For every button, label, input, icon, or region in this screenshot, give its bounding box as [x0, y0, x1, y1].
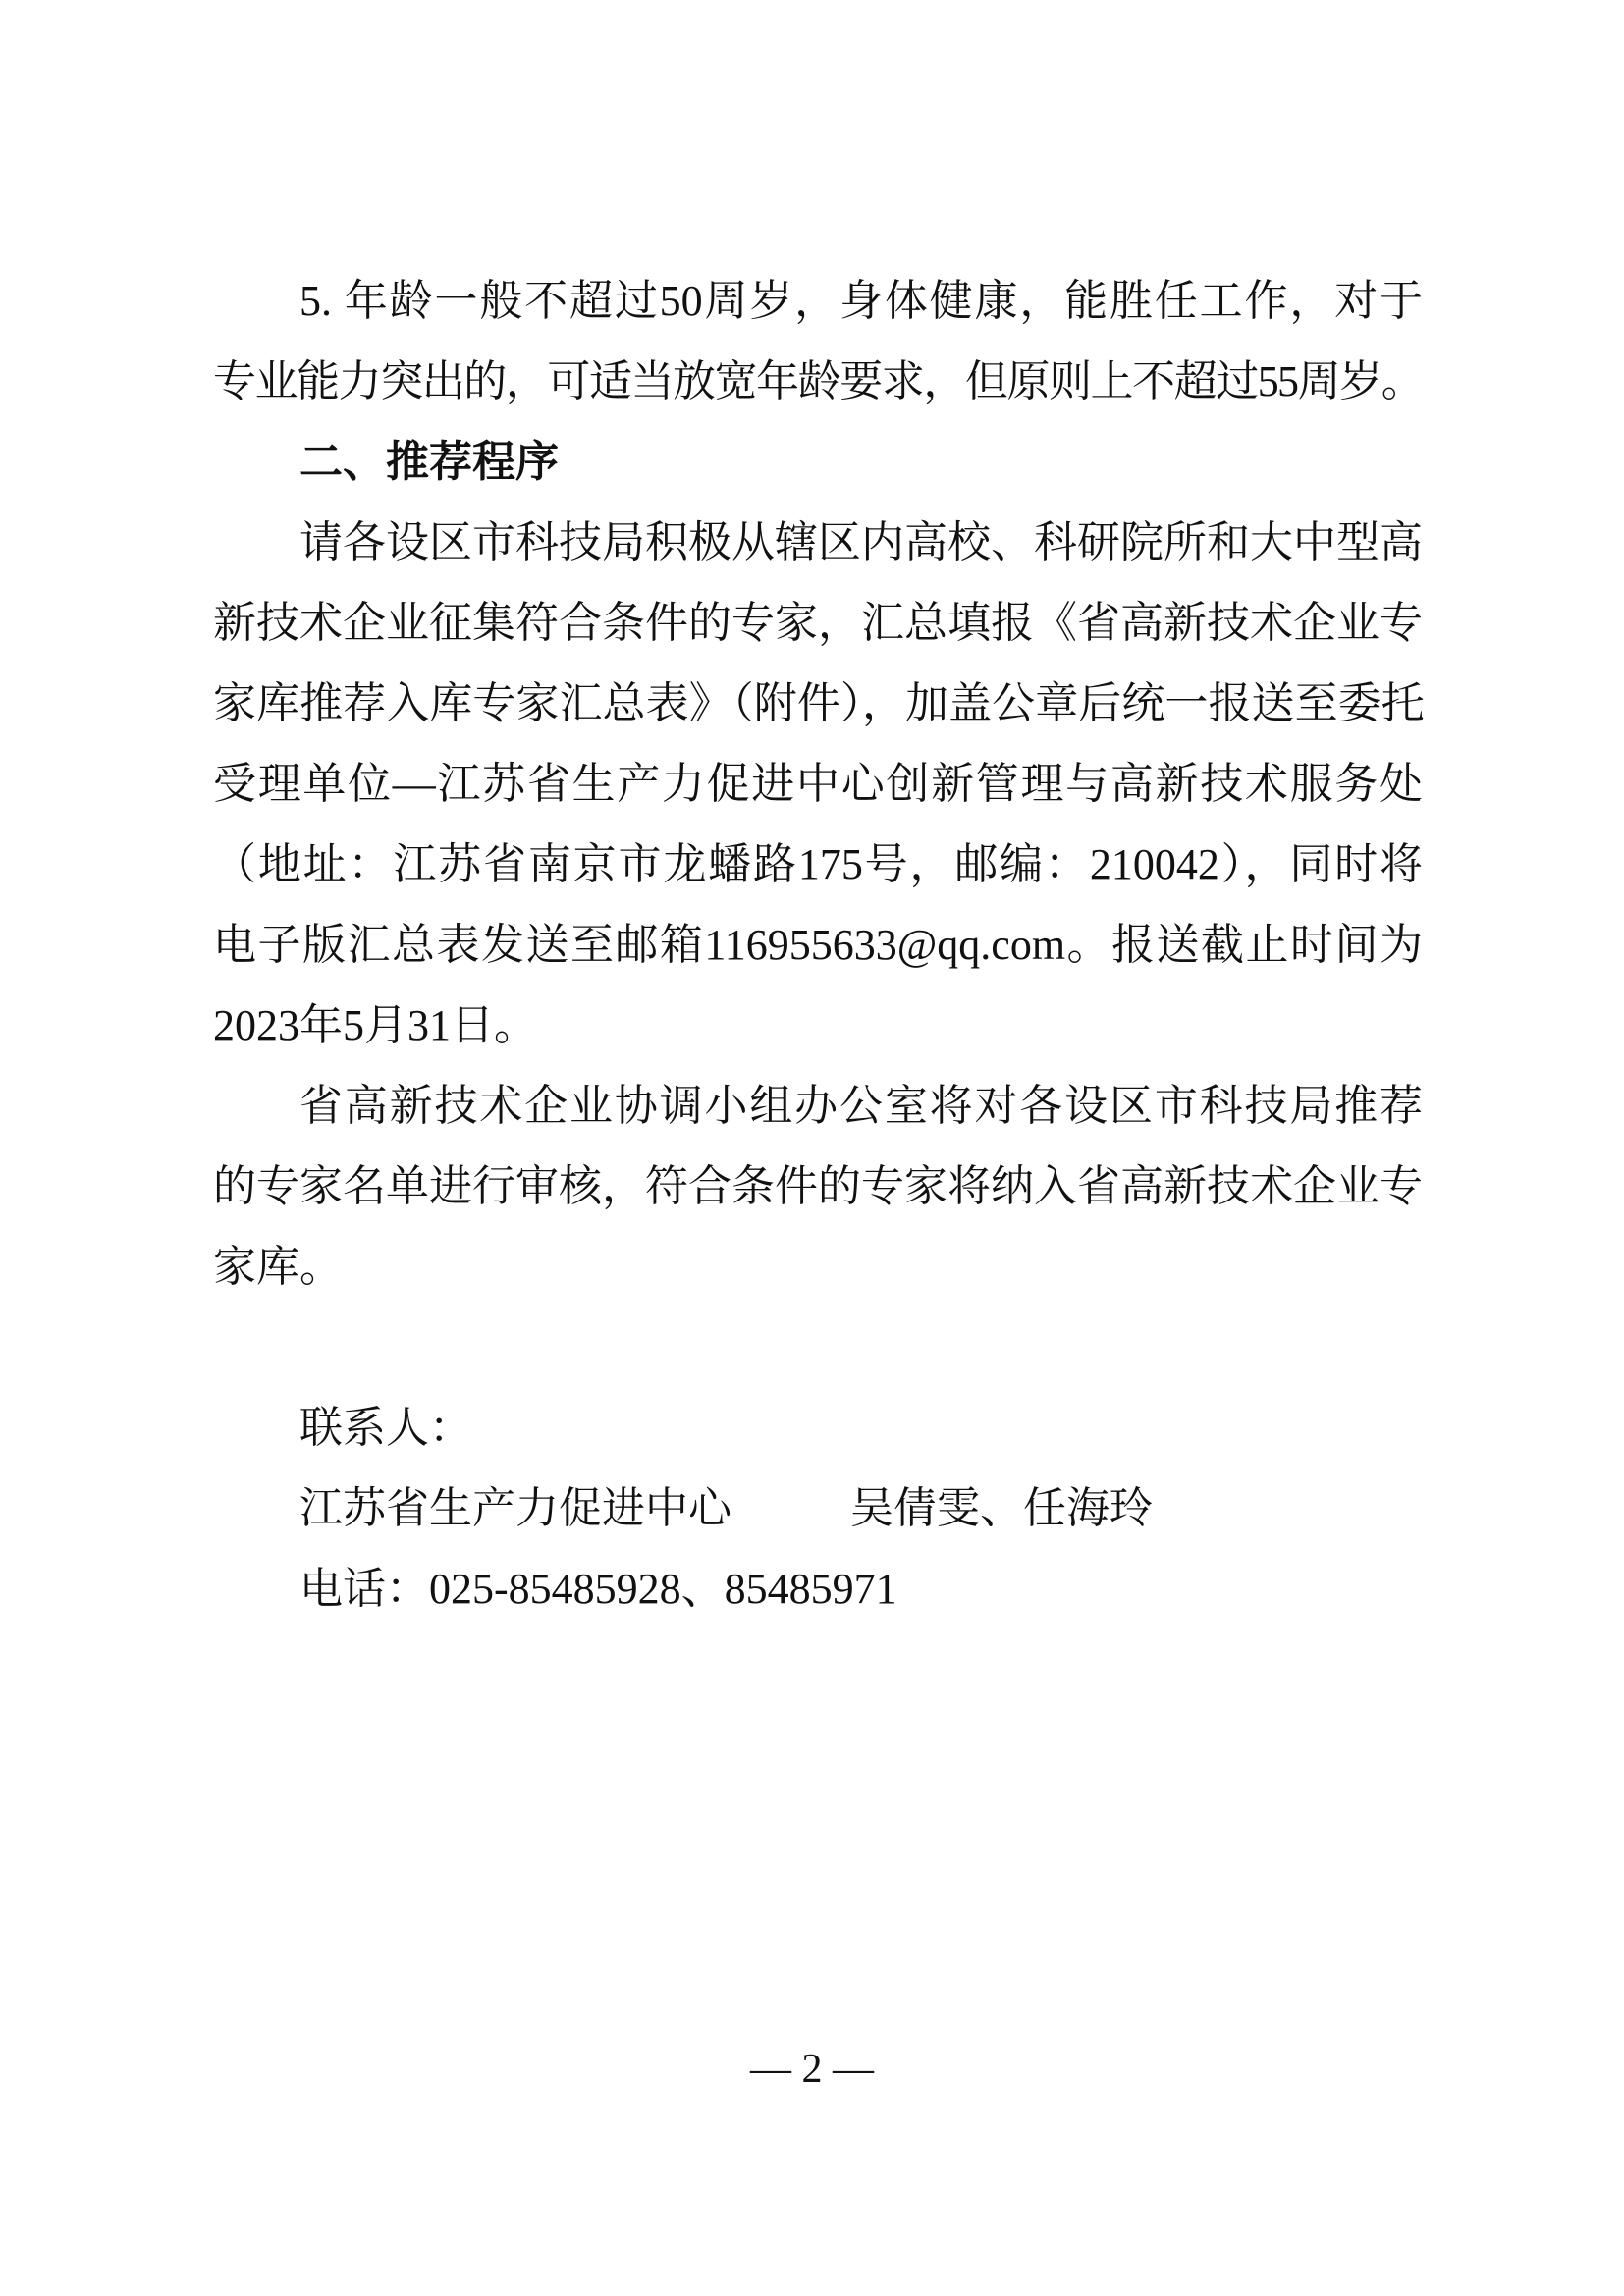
contact-phone: 电话：025-85485928、85485971: [299, 1565, 897, 1613]
item5-line: 专业能力突出的，可适当放宽年龄要求，但原则上不超过55周岁。: [213, 357, 1423, 405]
paragraph-line: 请各设区市科技局积极从辖区内高校、科研院所和大中型高: [299, 518, 1423, 566]
paragraph-line: （地址：江苏省南京市龙蟠路175号，邮编：210042），同时将: [213, 840, 1423, 888]
document-body: [213, 261, 1423, 1629]
page-number: — 2 —: [750, 2047, 874, 2092]
contact-organization: 江苏省生产力促进中心: [299, 1484, 731, 1532]
paragraph-line: 新技术企业征集符合条件的专家，汇总填报《省高新技术企业专: [213, 599, 1423, 647]
paragraph-line: 电子版汇总表发送至邮箱116955633@qq.com。报送截止时间为: [213, 921, 1423, 969]
contact-label: 联系人：: [299, 1404, 472, 1452]
paragraph-line: 2023年5月31日。: [213, 1001, 537, 1049]
paragraph-line: 省高新技术企业协调小组办公室将对各设区市科技局推荐: [299, 1082, 1423, 1130]
section-heading: 二、推荐程序: [299, 437, 559, 487]
contact-names: 吴倩雯、任海玲: [850, 1484, 1153, 1532]
blank-line: [213, 1308, 1423, 1388]
paragraph-line: 家库。: [213, 1243, 343, 1291]
paragraph-line: 的专家名单进行审核，符合条件的专家将纳入省高新技术企业专: [213, 1162, 1423, 1210]
contact-row: [213, 1468, 1423, 1549]
paragraph-line: 受理单位—江苏省生产力促进中心创新管理与高新技术服务处: [213, 760, 1423, 808]
paragraph-line: 家库推荐入库专家汇总表》（附件），加盖公章后统一报送至委托: [213, 679, 1423, 727]
item5-line: 5. 年龄一般不超过50周岁，身体健康，能胜任工作，对于: [299, 277, 1423, 325]
